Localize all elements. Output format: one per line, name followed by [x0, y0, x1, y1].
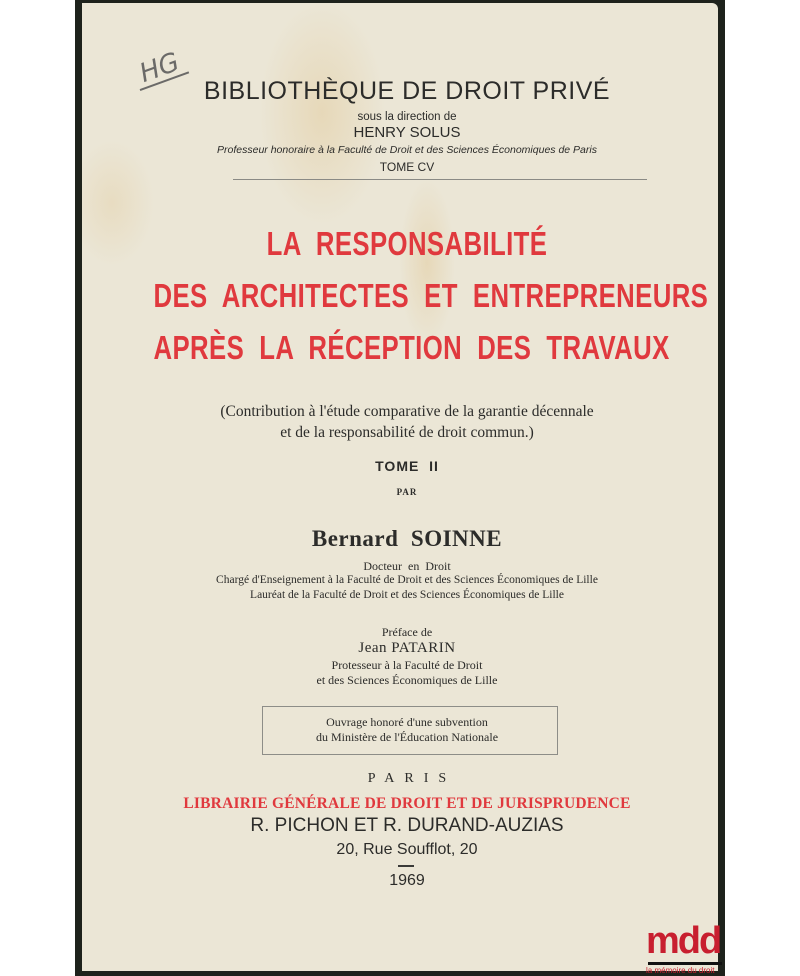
mdd-logo	[646, 920, 724, 976]
series-name: BIBLIOTHÈQUE DE DROIT PRIVÉ	[203, 77, 611, 105]
book-cover-frame	[75, 0, 725, 976]
by-label: PAR	[396, 487, 418, 497]
mdd-logo-tagline: la mémoire du droit	[646, 966, 715, 975]
series-director: HENRY SOLUS	[353, 124, 461, 141]
tome-number: TOME II	[375, 458, 439, 474]
book-cover	[82, 3, 721, 971]
preface-credential-1: Protesseur à la Faculté de Droit	[331, 658, 483, 672]
preface-author: Jean PATARIN	[358, 640, 456, 656]
subsidy-note-line-1: Ouvrage honoré d'une subvention	[326, 715, 488, 729]
publisher-address: 20, Rue Soufflot, 20	[336, 841, 478, 858]
year-dash	[398, 865, 414, 867]
publisher-owners: R. PICHON ET R. DURAND-AUZIAS	[250, 815, 564, 836]
publisher-city: PARIS	[367, 771, 457, 786]
mdd-logo-bar	[648, 962, 722, 965]
mdd-logo-letters: mdd	[646, 920, 721, 962]
title-line-2: DES ARCHITECTES ET ENTREPRENEURS	[153, 277, 709, 314]
author-credential-1: Docteur en Droit	[363, 559, 451, 573]
publication-year: 1969	[389, 872, 425, 889]
author-credential-2: Chargé d'Enseignement à la Faculté de Droit et des Sciences Économiques de Lille	[216, 574, 598, 586]
subtitle-line-2: et de la responsabilité de droit commun.)	[280, 424, 534, 441]
author-name: Bernard SOINNE	[311, 526, 503, 551]
series-director-title: Professeur honoraire à la Faculté de Droit et des Sciences Économiques de Paris	[217, 144, 597, 156]
title-line-3: APRÈS LA RÉCEPTION DES TRAVAUX	[153, 329, 670, 366]
preface-label: Préface de	[381, 625, 433, 639]
preface-credential-2: et des Sciences Économiques de Lille	[316, 673, 498, 687]
series-volume: TOME CV	[379, 160, 435, 174]
author-credential-3: Lauréat de la Faculté de Droit et des Sciences Économiques de Lille	[250, 589, 564, 601]
publisher-name: LIBRAIRIE GÉNÉRALE DE DROIT ET DE JURISPRUDENCE	[183, 795, 631, 812]
divider	[233, 179, 647, 180]
subsidy-note-line-2: du Ministère de l'Éducation Nationale	[315, 730, 499, 744]
subtitle-line-1: (Contribution à l'étude comparative de la garantie décennale	[220, 403, 594, 420]
title-line-1: LA RESPONSABILITÉ	[266, 225, 548, 262]
series-direction-label: sous la direction de	[357, 111, 457, 123]
handwritten-mark: HG	[131, 47, 189, 91]
